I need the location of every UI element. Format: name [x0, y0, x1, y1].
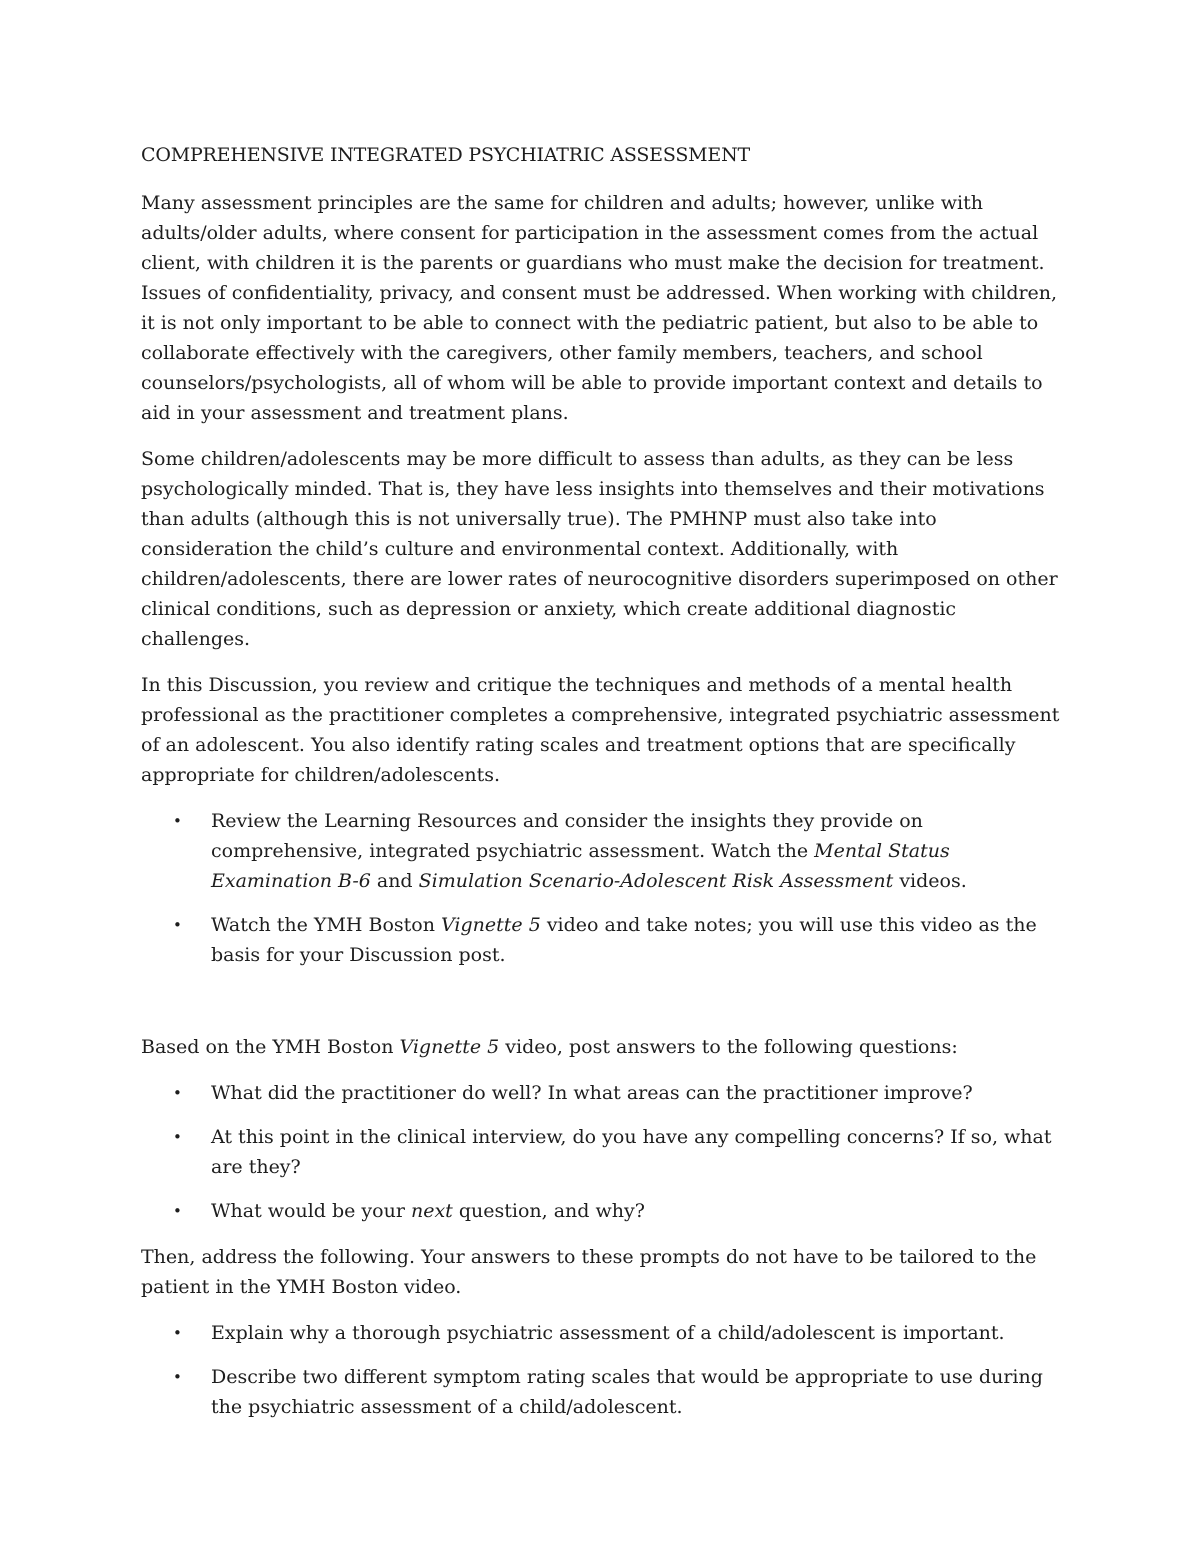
text-segment: and	[370, 870, 419, 892]
text-segment: At this point in the clinical interview, do you have any compelling concerns? If so, what are they?	[211, 1126, 1052, 1178]
text-segment: videos.	[893, 870, 967, 892]
text-segment: Explain why a thorough psychiatric assessment of a child/adolescent is important.	[211, 1322, 1005, 1344]
paragraph-discussion-intro: In this Discussion, you review and critique the techniques and methods of a mental health professional as the practitioner completes a comprehensive, integrated psychiatric assessment of an adolescent. You also identify rating scales and treatment options that are specifically appropriate for children/adolescents.	[141, 674, 1060, 786]
bullet-icon: •	[173, 1368, 182, 1386]
resources-list	[141, 806, 1066, 970]
spacer	[141, 986, 1066, 1032]
bullet-icon: •	[173, 916, 182, 934]
text-segment: video and take notes; you will use this video as the basis for your Discussion post.	[211, 914, 1037, 966]
list-item	[141, 1318, 1066, 1348]
list-item	[141, 910, 1066, 970]
list-item	[141, 1122, 1066, 1182]
italic-title: Vignette 5	[399, 1036, 500, 1058]
text-segment: Review the Learning Resources and consider the insights they provide on comprehensive, integrated psychiatric assessment. Watch the	[211, 810, 923, 862]
paragraph-prompts-intro: Then, address the following. Your answers to these prompts do not have to be tailored to the patient in the YMH Boston video.	[141, 1246, 1037, 1298]
italic-title: Vignette 5	[441, 914, 541, 936]
text-segment: What did the practitioner do well? In what areas can the practitioner improve?	[211, 1082, 973, 1104]
text-segment: video, post answers to the following questions:	[499, 1036, 958, 1058]
questions-list	[141, 1078, 1066, 1226]
list-item	[141, 806, 1066, 896]
paragraph-assessment-difficulty: Some children/adolescents may be more difficult to assess than adults, as they can be less psychologically minded. That is, they have less insights into themselves and their motivations than adults (although this is not universally true). The PMHNP must also take into consideration the child’s culture and environmental context. Additionally, with children/adolescents, there are lower rates of neurocognitive disorders superimposed on other clinical conditions, such as depression or anxiety, which create additional diagnostic challenges.	[141, 448, 1058, 650]
list-item	[141, 1078, 1066, 1108]
list-item	[141, 1196, 1066, 1226]
text-segment: What would be your	[211, 1200, 411, 1222]
text-segment: Watch the YMH Boston	[211, 914, 442, 936]
paragraph-consent: Many assessment principles are the same for children and adults; however, unlike with adults/older adults, where consent for participation in the assessment comes from the actual client, with children it is the parents or guardians who must make the decision for treatment. Issues of confidentiality, privacy, and consent must be addressed. When working with children, it is not only important to be able to connect with the pediatric patient, but also to be able to collaborate effectively with the caregivers, other family members, teachers, and school counselors/psychologists, all of whom will be able to provide important context and details to aid in your assessment and treatment plans.	[141, 192, 1058, 424]
text-segment: Describe two different symptom rating scales that would be appropriate to use during the psychiatric assessment of a child/adolescent.	[211, 1366, 1043, 1418]
bullet-icon: •	[173, 1202, 182, 1220]
bullet-icon: •	[173, 1324, 182, 1342]
italic-title: Simulation Scenario-Adolescent Risk Assessment	[418, 870, 894, 892]
prompts-list	[141, 1318, 1066, 1422]
document-title: COMPREHENSIVE INTEGRATED PSYCHIATRIC ASSESSMENT	[141, 144, 750, 166]
bullet-icon: •	[173, 1128, 182, 1146]
text-segment: Based on the YMH Boston	[141, 1036, 400, 1058]
list-item	[141, 1362, 1066, 1422]
italic-title: Mental Status Examination B-6	[211, 840, 950, 892]
paragraph-questions-intro	[141, 1032, 1066, 1062]
italic-emphasis: next	[410, 1200, 453, 1222]
bullet-icon: •	[173, 1084, 182, 1102]
text-segment: question, and why?	[452, 1200, 645, 1222]
bullet-icon: •	[173, 812, 182, 830]
document-page	[141, 140, 1066, 1438]
